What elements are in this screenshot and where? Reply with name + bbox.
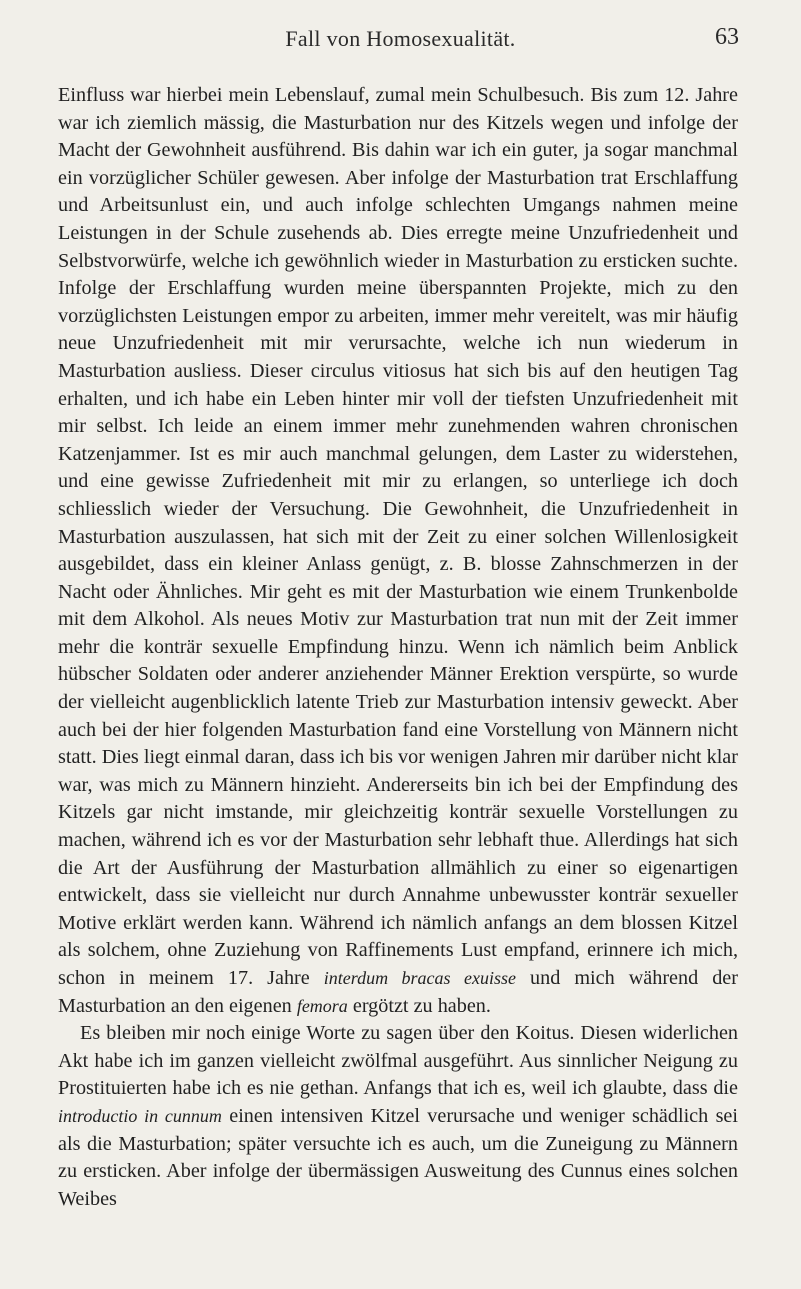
paragraph-1 <box>58 82 738 1020</box>
latin-phrase: introductio in cunnum <box>58 1105 222 1126</box>
running-head-title: Fall von Homosexualität. <box>285 26 516 51</box>
running-head <box>0 18 801 58</box>
text-run: einen intensiven Kitzel verursache und weniger schädlich sei als die Masturbation; später versuchte ich es auch, um die Zuneigung zu Männern zu ersticken. Aber infolge der übermässigen Ausweitung des Cunnus eines solchen Weibes <box>58 1104 738 1210</box>
latin-phrase: femora <box>296 995 348 1016</box>
text-run: ergötzt zu haben. <box>347 994 491 1017</box>
latin-phrase: interdum bracas exuisse <box>323 968 516 988</box>
text-run: Es bleiben mir noch einige Worte zu sagen über den Koitus. Diesen widerlichen Akt habe ich im ganzen vielleicht zwölfmal ausgeführt. Aus sinnlicher Neigung zu Prostituierten habe ich es nie gethan. Anfangs that ich es, weil ich glaubte, dass die <box>58 1022 738 1100</box>
page-number: 63 <box>715 24 739 50</box>
body-text <box>58 82 738 1213</box>
text-run: und mich während der Masturbation an den eigenen <box>58 967 738 1017</box>
text-run: Einfluss war hierbei mein Lebenslauf, zumal mein Schulbesuch. Bis zum 12. Jahre war ich ziemlich mässig, die Masturbation nur des Kitzels wegen und infolge der Macht der Gewohnheit ausführend. Bis dahin war ich ein guter, ja sogar manchmal ein vorzüglicher Schüler gewesen. Aber infolge der Masturbation trat Erschlaffung und Arbeitsunlust ein, und auch infolge schlechten Umgangs nahmen meine Leistungen in der Schule zusehends ab. Dies erregte meine Unzufriedenheit und Selbstvorwürfe, welche ich gewöhnlich wieder in Masturbation zu ersticken suchte. Infolge der Erschlaffung wurden meine überspannten Projekte, mich zu den vorzüglichsten Leistungen empor zu arbeiten, immer mehr vereitelt, was mir häufig neue Unzufriedenheit mit mir verursachte, welche ich nun wiederum in Masturbation ausliess. Dieser circulus vitiosus hat sich bis auf den heutigen Tag erhalten, und ich habe ein Leben hinter mir voll der tiefsten Unzufriedenheit mit mir selbst. Ich leide an einem immer mehr zunehmenden wahren chronischen Katzenjammer. Ist es mir auch manchmal gelungen, dem Laster zu widerstehen, und eine gewisse Zufriedenheit mit mir zu erlangen, so unterliege ich doch schliesslich wieder der Versuchung. Die Gewohnheit, die Unzufriedenheit in Masturbation auszulassen, hat sich mit der Zeit zu einer solchen Willenlosigkeit ausgebildet, dass ein kleiner Anlass genügt, z. B. blosse Zahnschmerzen in der Nacht oder Ähnliches. Mir geht es mit der Masturbation wie einem Trunkenbolde mit dem Alkohol. Als neues Motiv zur Masturbation trat nun mit der Zeit immer mehr die konträr sexuelle Empfindung hinzu. Wenn ich nämlich beim Anblick hübscher Soldaten oder anderer anziehender Männer Erektion verspürte, so wurde der vielleicht augenblicklich latente Trieb zur Masturbation intensiv geweckt. Aber auch bei der hier folgenden Masturbation fand eine Vorstellung von Männern nicht statt. Dies liegt einmal daran, dass ich bis vor wenigen Jahren mir darüber nicht klar war, was mich zu Männern hinzieht. Andererseits bin ich bei der Empfindung des Kitzels gar nicht imstande, mir gleichzeitig konträr sexuelle Vorstellungen zu machen, während ich es vor der Masturbation sehr lebhaft thue. Allerdings hat sich die Art der Ausführung der Masturbation allmählich zu einer so eigenartigen entwickelt, dass sie vielleicht nur durch Annahme unbewusster konträr sexueller Motive erklärt werden kann. Während ich nämlich anfangs an dem blossen Kitzel als solchem, ohne Zuziehung von Raffinements Lust empfand, erinnere ich mich, schon in meinem 17. Jahre <box>58 84 738 989</box>
paragraph-2 <box>58 1020 738 1213</box>
